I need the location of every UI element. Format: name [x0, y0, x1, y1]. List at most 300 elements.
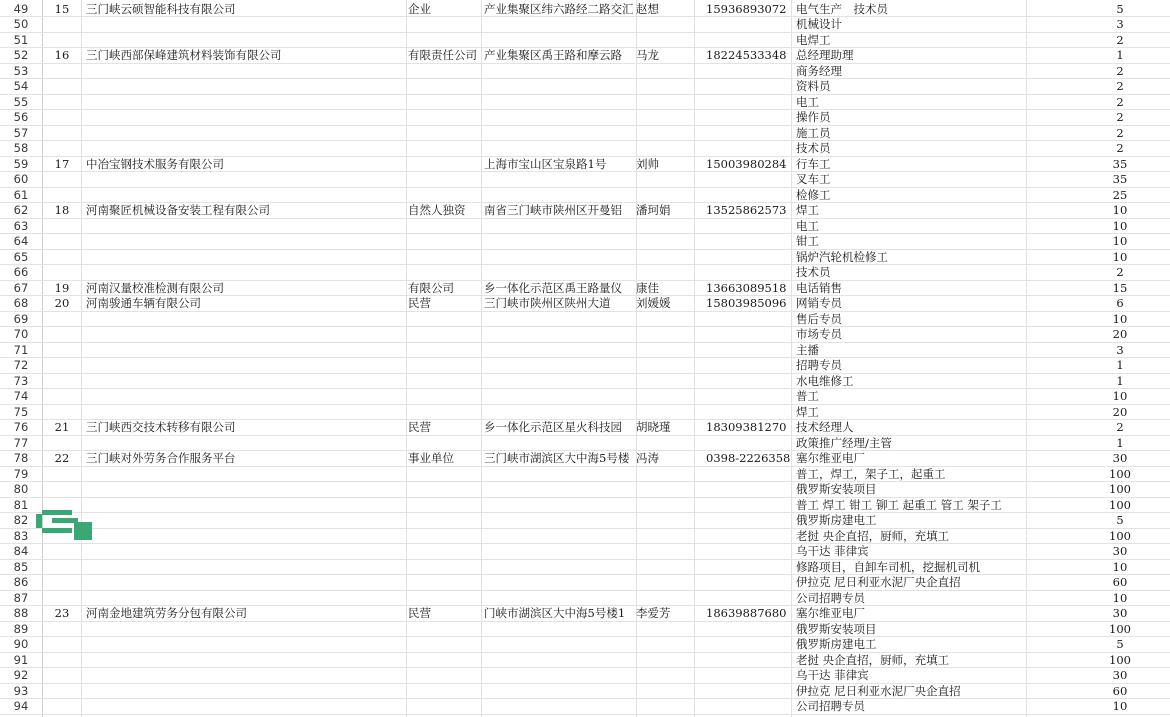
- cell-count[interactable]: 30: [1112, 451, 1128, 465]
- cell-type[interactable]: [408, 560, 484, 576]
- cell-job[interactable]: 叉车工: [796, 172, 831, 186]
- row-number[interactable]: 82: [13, 513, 29, 527]
- cell-addr[interactable]: [484, 622, 634, 638]
- cell-no[interactable]: [42, 436, 82, 452]
- cell-company[interactable]: [86, 17, 404, 33]
- cell-type[interactable]: [408, 234, 484, 250]
- cell-company[interactable]: 中冶宝钢技术服务有限公司: [86, 156, 224, 171]
- cell-job[interactable]: 俄罗斯安装项目: [796, 621, 877, 636]
- cell-no[interactable]: [42, 234, 82, 250]
- cell-contact[interactable]: [636, 188, 686, 204]
- cell-contact[interactable]: 刘媛媛: [636, 296, 671, 310]
- cell-contact[interactable]: [636, 265, 686, 281]
- cell-phone[interactable]: [706, 141, 792, 157]
- cell-no[interactable]: [42, 653, 82, 669]
- cell-no[interactable]: [42, 544, 82, 560]
- cell-job[interactable]: 行车工: [796, 156, 831, 171]
- cell-type[interactable]: [408, 684, 484, 700]
- cell-type[interactable]: [408, 343, 484, 359]
- cell-addr[interactable]: [484, 33, 634, 49]
- cell-count[interactable]: 2: [1116, 32, 1124, 47]
- cell-company[interactable]: [86, 560, 404, 576]
- cell-count[interactable]: 20: [1112, 404, 1128, 419]
- cell-addr[interactable]: 三门峡市湖滨区大中海5号楼: [484, 451, 630, 465]
- cell-contact[interactable]: [636, 575, 686, 591]
- cell-type[interactable]: 民营: [408, 420, 431, 434]
- row-number[interactable]: 62: [13, 203, 29, 217]
- cell-contact[interactable]: [636, 141, 686, 157]
- cell-count[interactable]: 60: [1112, 575, 1128, 589]
- cell-count[interactable]: 5: [1116, 513, 1124, 527]
- cell-job[interactable]: 电焊工: [796, 32, 831, 47]
- cell-addr[interactable]: [484, 312, 634, 328]
- cell-count[interactable]: 2: [1116, 125, 1124, 140]
- cell-job[interactable]: 乌干达 菲律宾: [796, 544, 869, 558]
- row-number[interactable]: 75: [13, 404, 29, 419]
- cell-company[interactable]: 三门峡西部保峰建筑材料装饰有限公司: [86, 48, 282, 62]
- cell-company[interactable]: 河南汉量校准检测有限公司: [86, 280, 224, 295]
- cell-type[interactable]: [408, 668, 484, 684]
- cell-company[interactable]: [86, 141, 404, 157]
- cell-type[interactable]: [408, 219, 484, 235]
- cell-job[interactable]: 政策推广经理/主管: [796, 435, 892, 450]
- cell-phone[interactable]: [706, 343, 792, 359]
- row-number[interactable]: 59: [13, 156, 29, 171]
- cell-type[interactable]: [408, 374, 484, 390]
- cell-type[interactable]: [408, 141, 484, 157]
- cell-job[interactable]: 钳工: [796, 234, 819, 248]
- cell-addr[interactable]: [484, 358, 634, 374]
- cell-count[interactable]: 30: [1112, 544, 1128, 558]
- cell-addr[interactable]: [484, 250, 634, 266]
- cell-contact[interactable]: 马龙: [636, 48, 659, 62]
- cell-addr[interactable]: [484, 668, 634, 684]
- cell-type[interactable]: [408, 358, 484, 374]
- cell-type[interactable]: [408, 33, 484, 49]
- cell-job[interactable]: 老挝 央企直招，厨师，充填工: [796, 652, 950, 667]
- cell-addr[interactable]: 门峡市湖滨区大中海5号楼1: [484, 606, 626, 620]
- cell-phone[interactable]: [706, 374, 792, 390]
- cell-company[interactable]: 三门峡对外劳务合作服务平台: [86, 451, 236, 465]
- cell-contact[interactable]: [636, 637, 686, 653]
- cell-addr[interactable]: 乡一体化示范区禹王路量仪: [484, 280, 622, 295]
- cell-count[interactable]: 35: [1112, 156, 1128, 171]
- cell-job[interactable]: 招聘专员: [796, 358, 842, 372]
- cell-count[interactable]: 3: [1116, 17, 1124, 31]
- cell-no[interactable]: [42, 668, 82, 684]
- cell-phone[interactable]: [706, 64, 792, 80]
- cell-type[interactable]: [408, 498, 484, 514]
- cell-phone[interactable]: 18224533348: [706, 48, 787, 62]
- cell-no[interactable]: 19: [54, 280, 70, 295]
- cell-count[interactable]: 100: [1109, 482, 1131, 496]
- row-number[interactable]: 51: [13, 32, 29, 47]
- cell-contact[interactable]: [636, 358, 686, 374]
- cell-contact[interactable]: [636, 405, 686, 421]
- row-number[interactable]: 68: [13, 296, 29, 310]
- cell-count[interactable]: 30: [1112, 606, 1128, 620]
- cell-contact[interactable]: [636, 684, 686, 700]
- cell-type[interactable]: [408, 95, 484, 111]
- cell-count[interactable]: 30: [1112, 668, 1128, 682]
- cell-count[interactable]: 10: [1112, 559, 1128, 574]
- cell-job[interactable]: 技术经理人: [796, 420, 854, 434]
- row-number[interactable]: 87: [13, 590, 29, 605]
- row-number[interactable]: 67: [13, 280, 29, 295]
- cell-type[interactable]: [408, 622, 484, 638]
- row-number[interactable]: 56: [13, 110, 29, 124]
- cell-phone[interactable]: 13525862573: [706, 203, 787, 217]
- cell-addr[interactable]: [484, 513, 634, 529]
- cell-company[interactable]: [86, 482, 404, 498]
- cell-type[interactable]: 民营: [408, 606, 431, 620]
- cell-phone[interactable]: [706, 467, 792, 483]
- cell-addr[interactable]: [484, 110, 634, 126]
- cell-company[interactable]: [86, 374, 404, 390]
- cell-type[interactable]: [408, 126, 484, 142]
- cell-contact[interactable]: [636, 33, 686, 49]
- cell-contact[interactable]: [636, 389, 686, 405]
- cell-type[interactable]: [408, 110, 484, 126]
- cell-no[interactable]: [42, 591, 82, 607]
- cell-no[interactable]: [42, 482, 82, 498]
- cell-no[interactable]: [42, 312, 82, 328]
- row-number[interactable]: 92: [13, 668, 29, 682]
- cell-type[interactable]: [408, 172, 484, 188]
- cell-addr[interactable]: [484, 172, 634, 188]
- cell-contact[interactable]: [636, 591, 686, 607]
- row-number[interactable]: 52: [13, 48, 29, 62]
- cell-job[interactable]: 普工 焊工 钳工 铆工 起重工 管工 架子工: [796, 497, 1002, 512]
- cell-type[interactable]: [408, 467, 484, 483]
- cell-contact[interactable]: [636, 529, 686, 545]
- cell-type[interactable]: [408, 265, 484, 281]
- cell-count[interactable]: 10: [1112, 234, 1128, 248]
- cell-phone[interactable]: [706, 575, 792, 591]
- cell-contact[interactable]: 康佳: [636, 280, 659, 295]
- cell-contact[interactable]: 冯涛: [636, 451, 659, 465]
- row-number[interactable]: 72: [13, 358, 29, 372]
- cell-count[interactable]: 1: [1116, 373, 1124, 388]
- cell-addr[interactable]: [484, 467, 634, 483]
- cell-addr[interactable]: 上海市宝山区宝泉路1号: [484, 156, 607, 171]
- cell-type[interactable]: [408, 188, 484, 204]
- cell-company[interactable]: 河南骏通车辆有限公司: [86, 296, 201, 310]
- cell-company[interactable]: [86, 653, 404, 669]
- cell-no[interactable]: [42, 637, 82, 653]
- cell-addr[interactable]: [484, 327, 634, 343]
- cell-job[interactable]: 售后专员: [796, 311, 842, 326]
- cell-phone[interactable]: 0398-2226358: [706, 451, 791, 465]
- cell-addr[interactable]: [484, 575, 634, 591]
- cell-type[interactable]: 事业单位: [408, 451, 454, 465]
- cell-phone[interactable]: [706, 560, 792, 576]
- row-number[interactable]: 91: [13, 652, 29, 667]
- cell-job[interactable]: 电工: [796, 94, 819, 109]
- cell-company[interactable]: [86, 405, 404, 421]
- cell-no[interactable]: [42, 405, 82, 421]
- cell-no[interactable]: [42, 699, 82, 715]
- cell-addr[interactable]: [484, 684, 634, 700]
- row-number[interactable]: 49: [13, 1, 29, 16]
- cell-contact[interactable]: 胡晓瑾: [636, 420, 671, 434]
- cell-no[interactable]: [42, 684, 82, 700]
- cell-type[interactable]: [408, 405, 484, 421]
- cell-no[interactable]: [42, 467, 82, 483]
- cell-count[interactable]: 60: [1112, 683, 1128, 698]
- cell-count[interactable]: 10: [1112, 249, 1128, 264]
- cell-count[interactable]: 35: [1112, 172, 1128, 186]
- row-number[interactable]: 57: [13, 125, 29, 140]
- cell-addr[interactable]: [484, 389, 634, 405]
- cell-company[interactable]: [86, 33, 404, 49]
- cell-phone[interactable]: 13663089518: [706, 280, 787, 295]
- cell-contact[interactable]: [636, 79, 686, 95]
- cell-no[interactable]: [42, 110, 82, 126]
- cell-contact[interactable]: [636, 436, 686, 452]
- cell-type[interactable]: 有限责任公司: [408, 48, 477, 62]
- cell-job[interactable]: 水电维修工: [796, 373, 854, 388]
- row-number[interactable]: 60: [13, 172, 29, 186]
- cell-company[interactable]: [86, 467, 404, 483]
- row-number[interactable]: 89: [13, 621, 29, 636]
- cell-job[interactable]: 操作员: [796, 110, 831, 124]
- cell-addr[interactable]: [484, 482, 634, 498]
- cell-no[interactable]: [42, 374, 82, 390]
- cell-company[interactable]: [86, 312, 404, 328]
- cell-phone[interactable]: [706, 79, 792, 95]
- cell-no[interactable]: [42, 560, 82, 576]
- cell-job[interactable]: 伊拉克 尼日利亚水泥厂央企直招: [796, 575, 961, 589]
- cell-addr[interactable]: [484, 374, 634, 390]
- cell-phone[interactable]: [706, 172, 792, 188]
- cell-company[interactable]: [86, 389, 404, 405]
- cell-type[interactable]: [408, 529, 484, 545]
- row-number[interactable]: 81: [13, 497, 29, 512]
- cell-no[interactable]: [42, 64, 82, 80]
- row-number[interactable]: 79: [13, 466, 29, 481]
- cell-no[interactable]: 16: [54, 48, 70, 62]
- row-number[interactable]: 80: [13, 482, 29, 496]
- cell-job[interactable]: 主播: [796, 342, 819, 357]
- cell-job[interactable]: 焊工: [796, 203, 819, 217]
- row-number[interactable]: 90: [13, 637, 29, 651]
- cell-phone[interactable]: [706, 513, 792, 529]
- cell-job[interactable]: 塞尔维亚电厂: [796, 451, 865, 465]
- cell-company[interactable]: [86, 668, 404, 684]
- row-number[interactable]: 61: [13, 187, 29, 202]
- cell-job[interactable]: 修路项目，自卸车司机，挖掘机司机: [796, 559, 980, 574]
- cell-type[interactable]: [408, 389, 484, 405]
- cell-count[interactable]: 1: [1116, 435, 1124, 450]
- cell-addr[interactable]: [484, 234, 634, 250]
- cell-company[interactable]: 河南聚匠机械设备安装工程有限公司: [86, 203, 270, 217]
- row-number[interactable]: 86: [13, 575, 29, 589]
- cell-contact[interactable]: [636, 467, 686, 483]
- cell-company[interactable]: [86, 513, 404, 529]
- row-number[interactable]: 69: [13, 311, 29, 326]
- cell-count[interactable]: 10: [1112, 218, 1128, 233]
- cell-contact[interactable]: 赵想: [636, 1, 659, 16]
- cell-type[interactable]: [408, 513, 484, 529]
- cell-phone[interactable]: [706, 544, 792, 560]
- cell-company[interactable]: 河南金地建筑劳务分包有限公司: [86, 606, 247, 620]
- cell-job[interactable]: 技术员: [796, 141, 831, 155]
- cell-addr[interactable]: 乡一体化示范区星火科技园: [484, 420, 622, 434]
- cell-count[interactable]: 3: [1116, 342, 1124, 357]
- cell-phone[interactable]: [706, 110, 792, 126]
- cell-no[interactable]: [42, 250, 82, 266]
- cell-job[interactable]: 市场专员: [796, 327, 842, 341]
- cell-company[interactable]: [86, 684, 404, 700]
- cell-contact[interactable]: [636, 482, 686, 498]
- cell-job[interactable]: 焊工: [796, 404, 819, 419]
- cell-no[interactable]: [42, 343, 82, 359]
- cell-count[interactable]: 2: [1116, 94, 1124, 109]
- cell-addr[interactable]: [484, 498, 634, 514]
- cell-count[interactable]: 25: [1112, 187, 1128, 202]
- cell-company[interactable]: [86, 188, 404, 204]
- cell-company[interactable]: [86, 436, 404, 452]
- cell-addr[interactable]: 三门峡市陕州区陕州大道: [484, 296, 611, 310]
- cell-phone[interactable]: [706, 653, 792, 669]
- cell-phone[interactable]: [706, 498, 792, 514]
- row-number[interactable]: 65: [13, 249, 29, 264]
- cell-no[interactable]: [42, 126, 82, 142]
- cell-contact[interactable]: [636, 699, 686, 715]
- cell-no[interactable]: [42, 219, 82, 235]
- cell-job[interactable]: 商务经理: [796, 63, 842, 78]
- cell-type[interactable]: [408, 544, 484, 560]
- row-number[interactable]: 73: [13, 373, 29, 388]
- cell-no[interactable]: [42, 389, 82, 405]
- cell-type[interactable]: [408, 575, 484, 591]
- cell-type[interactable]: [408, 482, 484, 498]
- cell-phone[interactable]: [706, 126, 792, 142]
- cell-company[interactable]: [86, 126, 404, 142]
- cell-phone[interactable]: [706, 33, 792, 49]
- cell-contact[interactable]: [636, 622, 686, 638]
- row-number[interactable]: 93: [13, 683, 29, 698]
- cell-contact[interactable]: [636, 234, 686, 250]
- cell-no[interactable]: [42, 622, 82, 638]
- cell-company[interactable]: [86, 343, 404, 359]
- cell-contact[interactable]: 李爱芳: [636, 606, 671, 620]
- cell-contact[interactable]: [636, 95, 686, 111]
- cell-job[interactable]: 俄罗斯房建电工: [796, 637, 877, 651]
- cell-job[interactable]: 锅炉汽轮机检修工: [796, 249, 888, 264]
- cell-phone[interactable]: [706, 482, 792, 498]
- cell-phone[interactable]: [706, 405, 792, 421]
- cell-count[interactable]: 2: [1116, 79, 1124, 93]
- cell-no[interactable]: [42, 17, 82, 33]
- cell-count[interactable]: 100: [1109, 652, 1131, 667]
- cell-type[interactable]: [408, 591, 484, 607]
- cell-company[interactable]: [86, 110, 404, 126]
- cell-contact[interactable]: [636, 513, 686, 529]
- cell-count[interactable]: 100: [1109, 497, 1131, 512]
- cell-job[interactable]: 技术员: [796, 265, 831, 279]
- cell-type[interactable]: [408, 79, 484, 95]
- cell-company[interactable]: [86, 699, 404, 715]
- cell-contact[interactable]: 潘珂娟: [636, 203, 671, 217]
- cell-company[interactable]: [86, 234, 404, 250]
- cell-no[interactable]: 22: [54, 451, 70, 465]
- row-number[interactable]: 83: [13, 528, 29, 543]
- cell-phone[interactable]: [706, 637, 792, 653]
- cell-job[interactable]: 电话销售: [796, 280, 842, 295]
- row-number[interactable]: 55: [13, 94, 29, 109]
- cell-contact[interactable]: [636, 219, 686, 235]
- cell-contact[interactable]: [636, 560, 686, 576]
- row-number[interactable]: 76: [13, 420, 29, 434]
- cell-addr[interactable]: [484, 653, 634, 669]
- cell-count[interactable]: 10: [1112, 203, 1128, 217]
- cell-type[interactable]: [408, 653, 484, 669]
- cell-type[interactable]: [408, 327, 484, 343]
- cell-job[interactable]: 老挝 央企直招，厨师，充填工: [796, 528, 950, 543]
- cell-type[interactable]: [408, 436, 484, 452]
- cell-count[interactable]: 2: [1116, 265, 1124, 279]
- cell-count[interactable]: 10: [1112, 699, 1128, 713]
- cell-phone[interactable]: [706, 529, 792, 545]
- cell-contact[interactable]: [636, 64, 686, 80]
- cell-phone[interactable]: [706, 684, 792, 700]
- cell-contact[interactable]: [636, 250, 686, 266]
- cell-company[interactable]: 三门峡云硕智能科技有限公司: [86, 1, 236, 16]
- cell-job[interactable]: 塞尔维亚电厂: [796, 606, 865, 620]
- cell-addr[interactable]: [484, 219, 634, 235]
- cell-contact[interactable]: [636, 498, 686, 514]
- cell-company[interactable]: [86, 64, 404, 80]
- cell-phone[interactable]: [706, 95, 792, 111]
- row-number[interactable]: 88: [13, 606, 29, 620]
- row-number[interactable]: 70: [13, 327, 29, 341]
- cell-type[interactable]: [408, 637, 484, 653]
- cell-phone[interactable]: [706, 668, 792, 684]
- row-number[interactable]: 50: [13, 17, 29, 31]
- cell-no[interactable]: [42, 327, 82, 343]
- cell-contact[interactable]: [636, 374, 686, 390]
- cell-phone[interactable]: 18639887680: [706, 606, 787, 620]
- cell-contact[interactable]: [636, 126, 686, 142]
- cell-type[interactable]: 民营: [408, 296, 431, 310]
- cell-addr[interactable]: [484, 95, 634, 111]
- cell-addr[interactable]: [484, 265, 634, 281]
- cell-phone[interactable]: [706, 436, 792, 452]
- row-number[interactable]: 85: [13, 559, 29, 574]
- cell-job[interactable]: 电气生产 技术员: [796, 1, 888, 16]
- cell-company[interactable]: [86, 637, 404, 653]
- cell-type[interactable]: [408, 250, 484, 266]
- cell-phone[interactable]: 15803985096: [706, 296, 787, 310]
- cell-no[interactable]: [42, 265, 82, 281]
- cell-company[interactable]: [86, 544, 404, 560]
- cell-job[interactable]: 机械设计: [796, 17, 842, 31]
- cell-company[interactable]: 三门峡西交技术转移有限公司: [86, 420, 236, 434]
- cell-no[interactable]: 23: [54, 606, 70, 620]
- cell-addr[interactable]: [484, 188, 634, 204]
- cell-addr[interactable]: [484, 126, 634, 142]
- cell-job[interactable]: 伊拉克 尼日利亚水泥厂央企直招: [796, 683, 961, 698]
- cell-job[interactable]: 公司招聘专员: [796, 590, 865, 605]
- cell-no[interactable]: [42, 33, 82, 49]
- row-number[interactable]: 63: [13, 218, 29, 233]
- row-number[interactable]: 74: [13, 389, 29, 403]
- cell-count[interactable]: 5: [1116, 637, 1124, 651]
- cell-type[interactable]: 自然人独资: [408, 203, 466, 217]
- cell-addr[interactable]: [484, 637, 634, 653]
